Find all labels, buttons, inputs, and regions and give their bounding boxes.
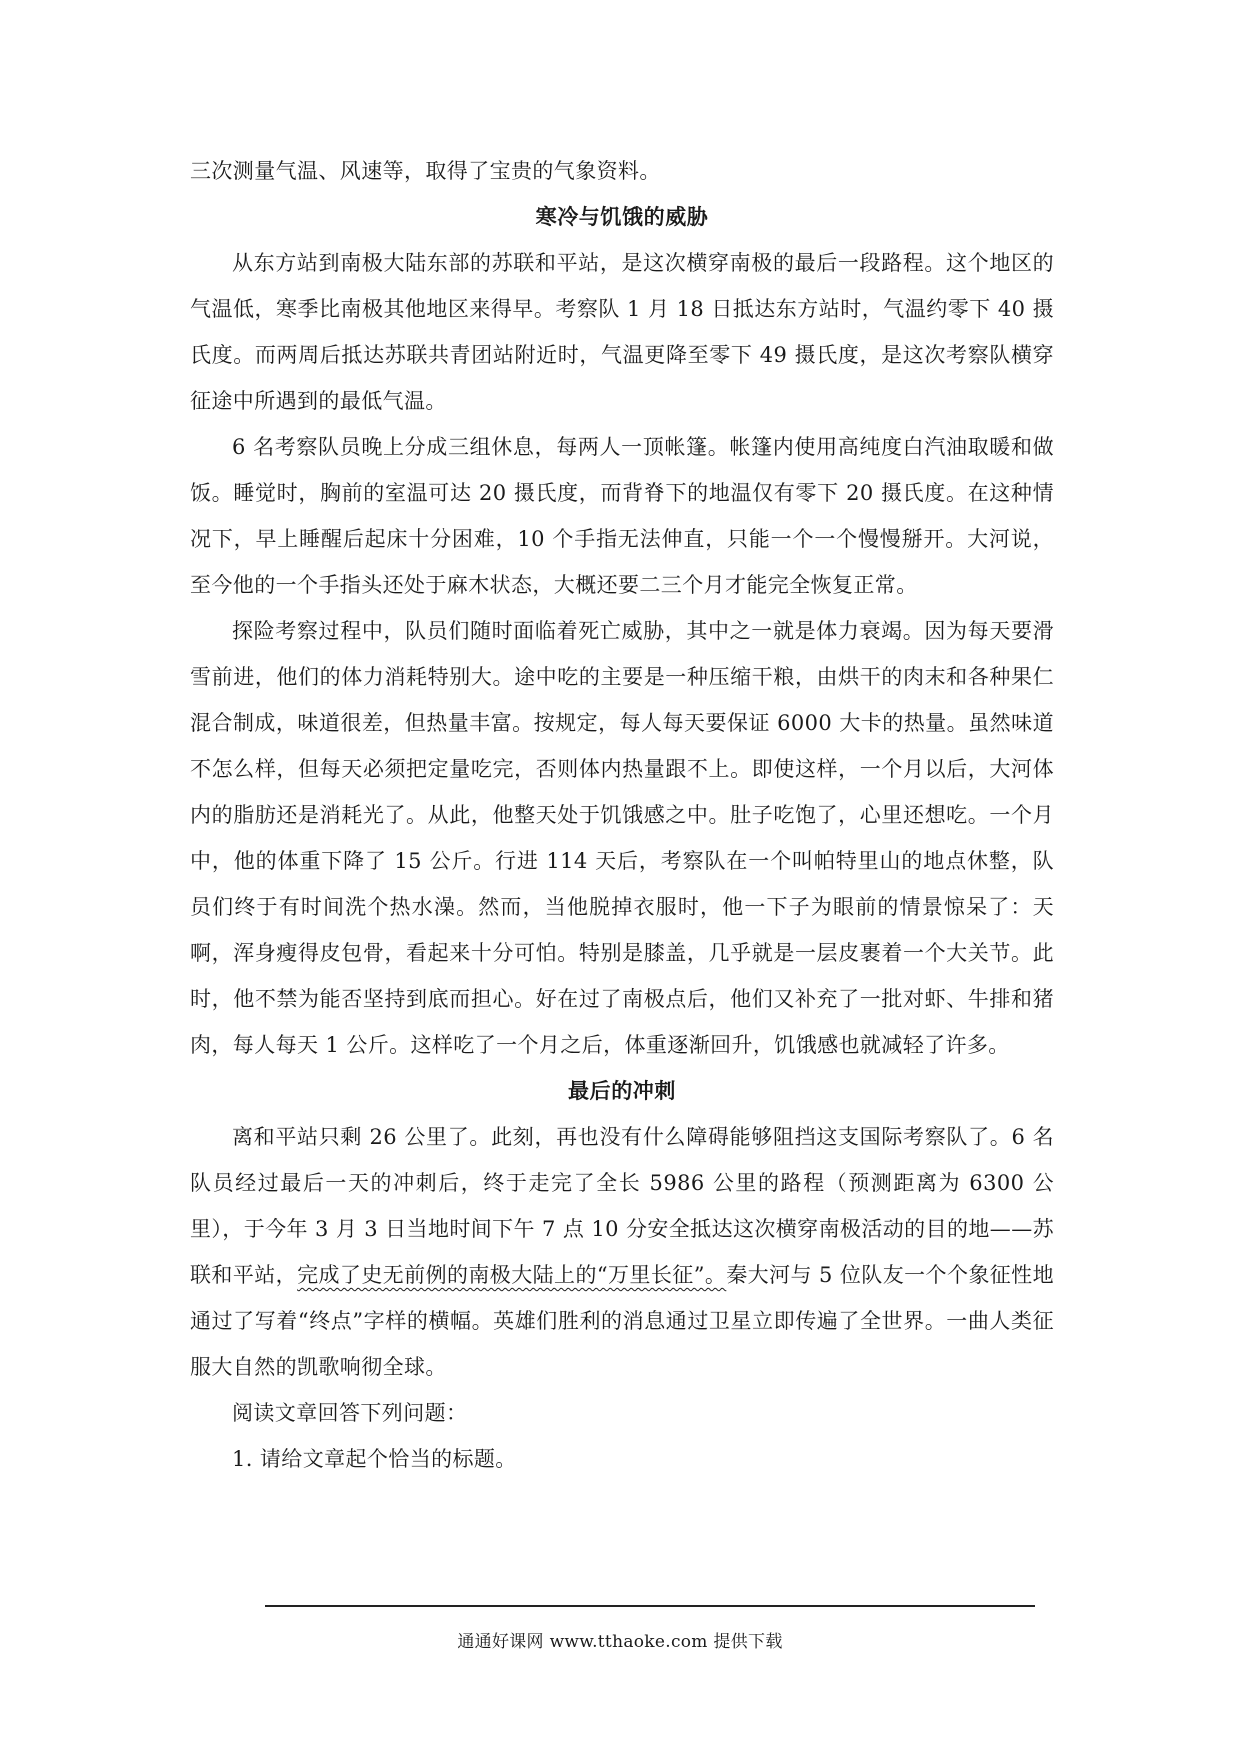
paragraph-route: 从东方站到南极大陆东部的苏联和平站，是这次横穿南极的最后一段路程。这个地区的气温低，寒季比南极其他地区来得早。考察队 1 月 18 日抵达东方站时，气温约零下 40 摄氏度。而两周后抵达苏联共青团站附近时，气温更降至零下 49 摄氏度，是这次考察队横穿征途中所遇到的最低气温。 — [190, 251, 1054, 413]
paragraph-hunger: 探险考察过程中，队员们随时面临着死亡威胁，其中之一就是体力衰竭。因为每天要滑雪前进，他们的体力消耗特别大。途中吃的主要是一种压缩干粮，由烘干的肉末和各种果仁混合制成，味道很差，但热量丰富。按规定，每人每天要保证 6000 大卡的热量。虽然味道不怎么样，但每天必须把定量吃完，否则体内热量跟不上。即使这样，一个月以后，大河体内的脂肪还是消耗光了。从此，他整天处于饥饿感之中。肚子吃饱了，心里还想吃。一个月中，他的体重下降了 15 公斤。行进 114 天后，考察队在一个叫帕特里山的地点休整，队员们终于有时间洗个热水澡。然而，当他脱掉衣服时，他一下子为眼前的情景惊呆了：天啊，浑身瘦得皮包骨，看起来十分可怕。特别是膝盖，几乎就是一层皮裹着一个大关节。此时，他不禁为能否坚持到底而担心。好在过了南极点后，他们又补充了一批对虾、牛排和猪肉，每人每天 1 公斤。这样吃了一个月之后，体重逐渐回升，饥饿感也就减轻了许多。 — [190, 619, 1054, 1057]
footer-source: 通通好课网 www.tthaoke.com 提供下载 — [457, 1632, 783, 1652]
arrival-text-a: 离和平站只剩 26 公里了。此刻，再也没有什么障碍能够阻挡这支国际考察队了。6 名队员经过最后一天的冲刺后，终于走完了全长 5986 公里的路程（预测距离为 6300 公里），于今年 3 月 3 日当地时间下午 7 点 10 分安全抵达这次横穿南极活动的目的地——苏联和平站， — [190, 1125, 1054, 1287]
paragraph-continued: 三次测量气温、风速等，取得了宝贵的气象资料。 — [190, 159, 661, 183]
question-1: 1. 请给文章起个恰当的标题。 — [232, 1447, 517, 1471]
paragraph-arrival — [190, 1114, 1054, 1390]
paragraph-tents: 6 名考察队员晚上分成三组休息，每两人一顶帐篷。帐篷内使用高纯度白汽油取暖和做饭。睡觉时，胸前的室温可达 20 摄氏度，而背脊下的地温仅有零下 20 摄氏度。在这种情况下，早上睡醒后起床十分困难，10 个手指无法伸直，只能一个一个慢慢掰开。大河说，至今他的一个手指头还处于麻木状态，大概还要二三个月才能完全恢复正常。 — [190, 435, 1054, 597]
arrival-text-b: 秦大河与 5 位队友一个个象征性地通过了写着“终点”字样的横幅。英雄们胜利的消息通过卫星立即传遍了全世界。一曲人类征服大自然的凯歌响彻全球。 — [190, 1263, 1054, 1379]
section-heading-final-sprint: 最后的冲刺 — [568, 1079, 676, 1103]
article-body — [190, 148, 1054, 1482]
instruction-text: 阅读文章回答下列问题： — [232, 1401, 468, 1425]
section-heading-cold-hunger: 寒冷与饥饿的威胁 — [535, 205, 709, 229]
underlined-phrase: 完成了史无前例的南极大陆上的“万里长征”。 — [297, 1263, 727, 1287]
footer-divider — [265, 1605, 1035, 1607]
